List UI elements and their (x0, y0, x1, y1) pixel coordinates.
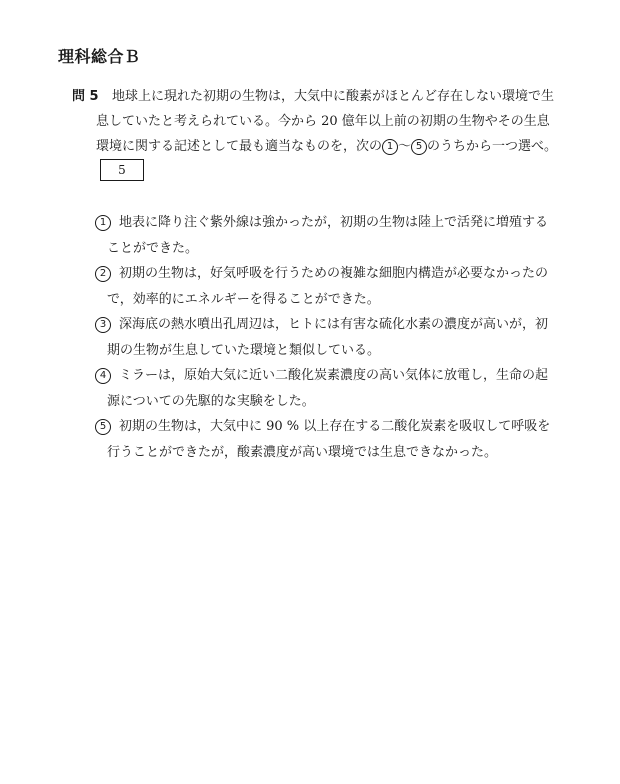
subject-heading: 理科総合Ｂ (58, 47, 141, 66)
question-text-line-1: 地球上に現れた初期の生物は，大気中に酸素がほとんど存在しない環境で生 (112, 89, 555, 104)
choice-text-line-2: ことができた。 (107, 240, 199, 256)
choice-text-line-1: 初期の生物は，大気中に 90 % 以上存在する二酸化炭素を吸収して呼吸を (119, 419, 551, 434)
choice-text-line-1: 深海底の熱水噴出孔周辺は，ヒトには有害な硫化水素の濃度が高いが，初 (119, 317, 549, 332)
question-text-line-3 (72, 134, 558, 159)
choice-number-2: 2 (95, 266, 111, 282)
question-number: 問 5 (72, 89, 99, 104)
question-text-line-2: 息していたと考えられている。今から 20 億年以上前の初期の生物やその生息 (96, 114, 550, 129)
choice-text-line-2: 行うことができたが，酸素濃度が高い環境では生息できなかった。 (107, 444, 498, 460)
range-separator: ～ (398, 139, 412, 154)
choice-number-1: 1 (95, 215, 111, 231)
choice-item-3 (95, 312, 555, 363)
answer-number-box: 5 (100, 159, 144, 181)
choice-text-line-1: ミラーは，原始大気に近い二酸化炭素濃度の高い気体に放電し，生命の起 (119, 368, 549, 383)
question-text-line-3-pre: 環境に関する記述として最も適当なものを，次の (96, 139, 383, 154)
question-block (72, 84, 558, 159)
choice-text-line-2: 期の生物が生息していた環境と類似している。 (107, 342, 381, 358)
choice-number-5: 5 (95, 419, 111, 435)
choice-item-4 (95, 363, 555, 414)
choice-text-line-2: で，効率的にエネルギーを得ることができた。 (107, 291, 380, 307)
choice-text-line-1: 地表に降り注ぐ紫外線は強かったが，初期の生物は陸上で活発に増殖する (119, 215, 549, 230)
choice-item-1 (95, 210, 555, 261)
circled-number-end: 5 (411, 139, 427, 155)
choice-item-5 (95, 414, 555, 465)
choice-text-line-1: 初期の生物は，好気呼吸を行うための複雑な細胞内構造が必要なかったの (119, 266, 549, 281)
choice-number-4: 4 (95, 368, 111, 384)
circled-number-start: 1 (382, 139, 398, 155)
choice-text-line-2: 源についての先駆的な実験をした。 (107, 393, 315, 409)
question-first-line (72, 84, 555, 109)
choice-list (95, 210, 555, 465)
choice-number-3: 3 (95, 317, 111, 333)
question-text-line-3-post: のうちから一つ選べ。 (427, 139, 558, 154)
choice-item-2 (95, 261, 555, 312)
